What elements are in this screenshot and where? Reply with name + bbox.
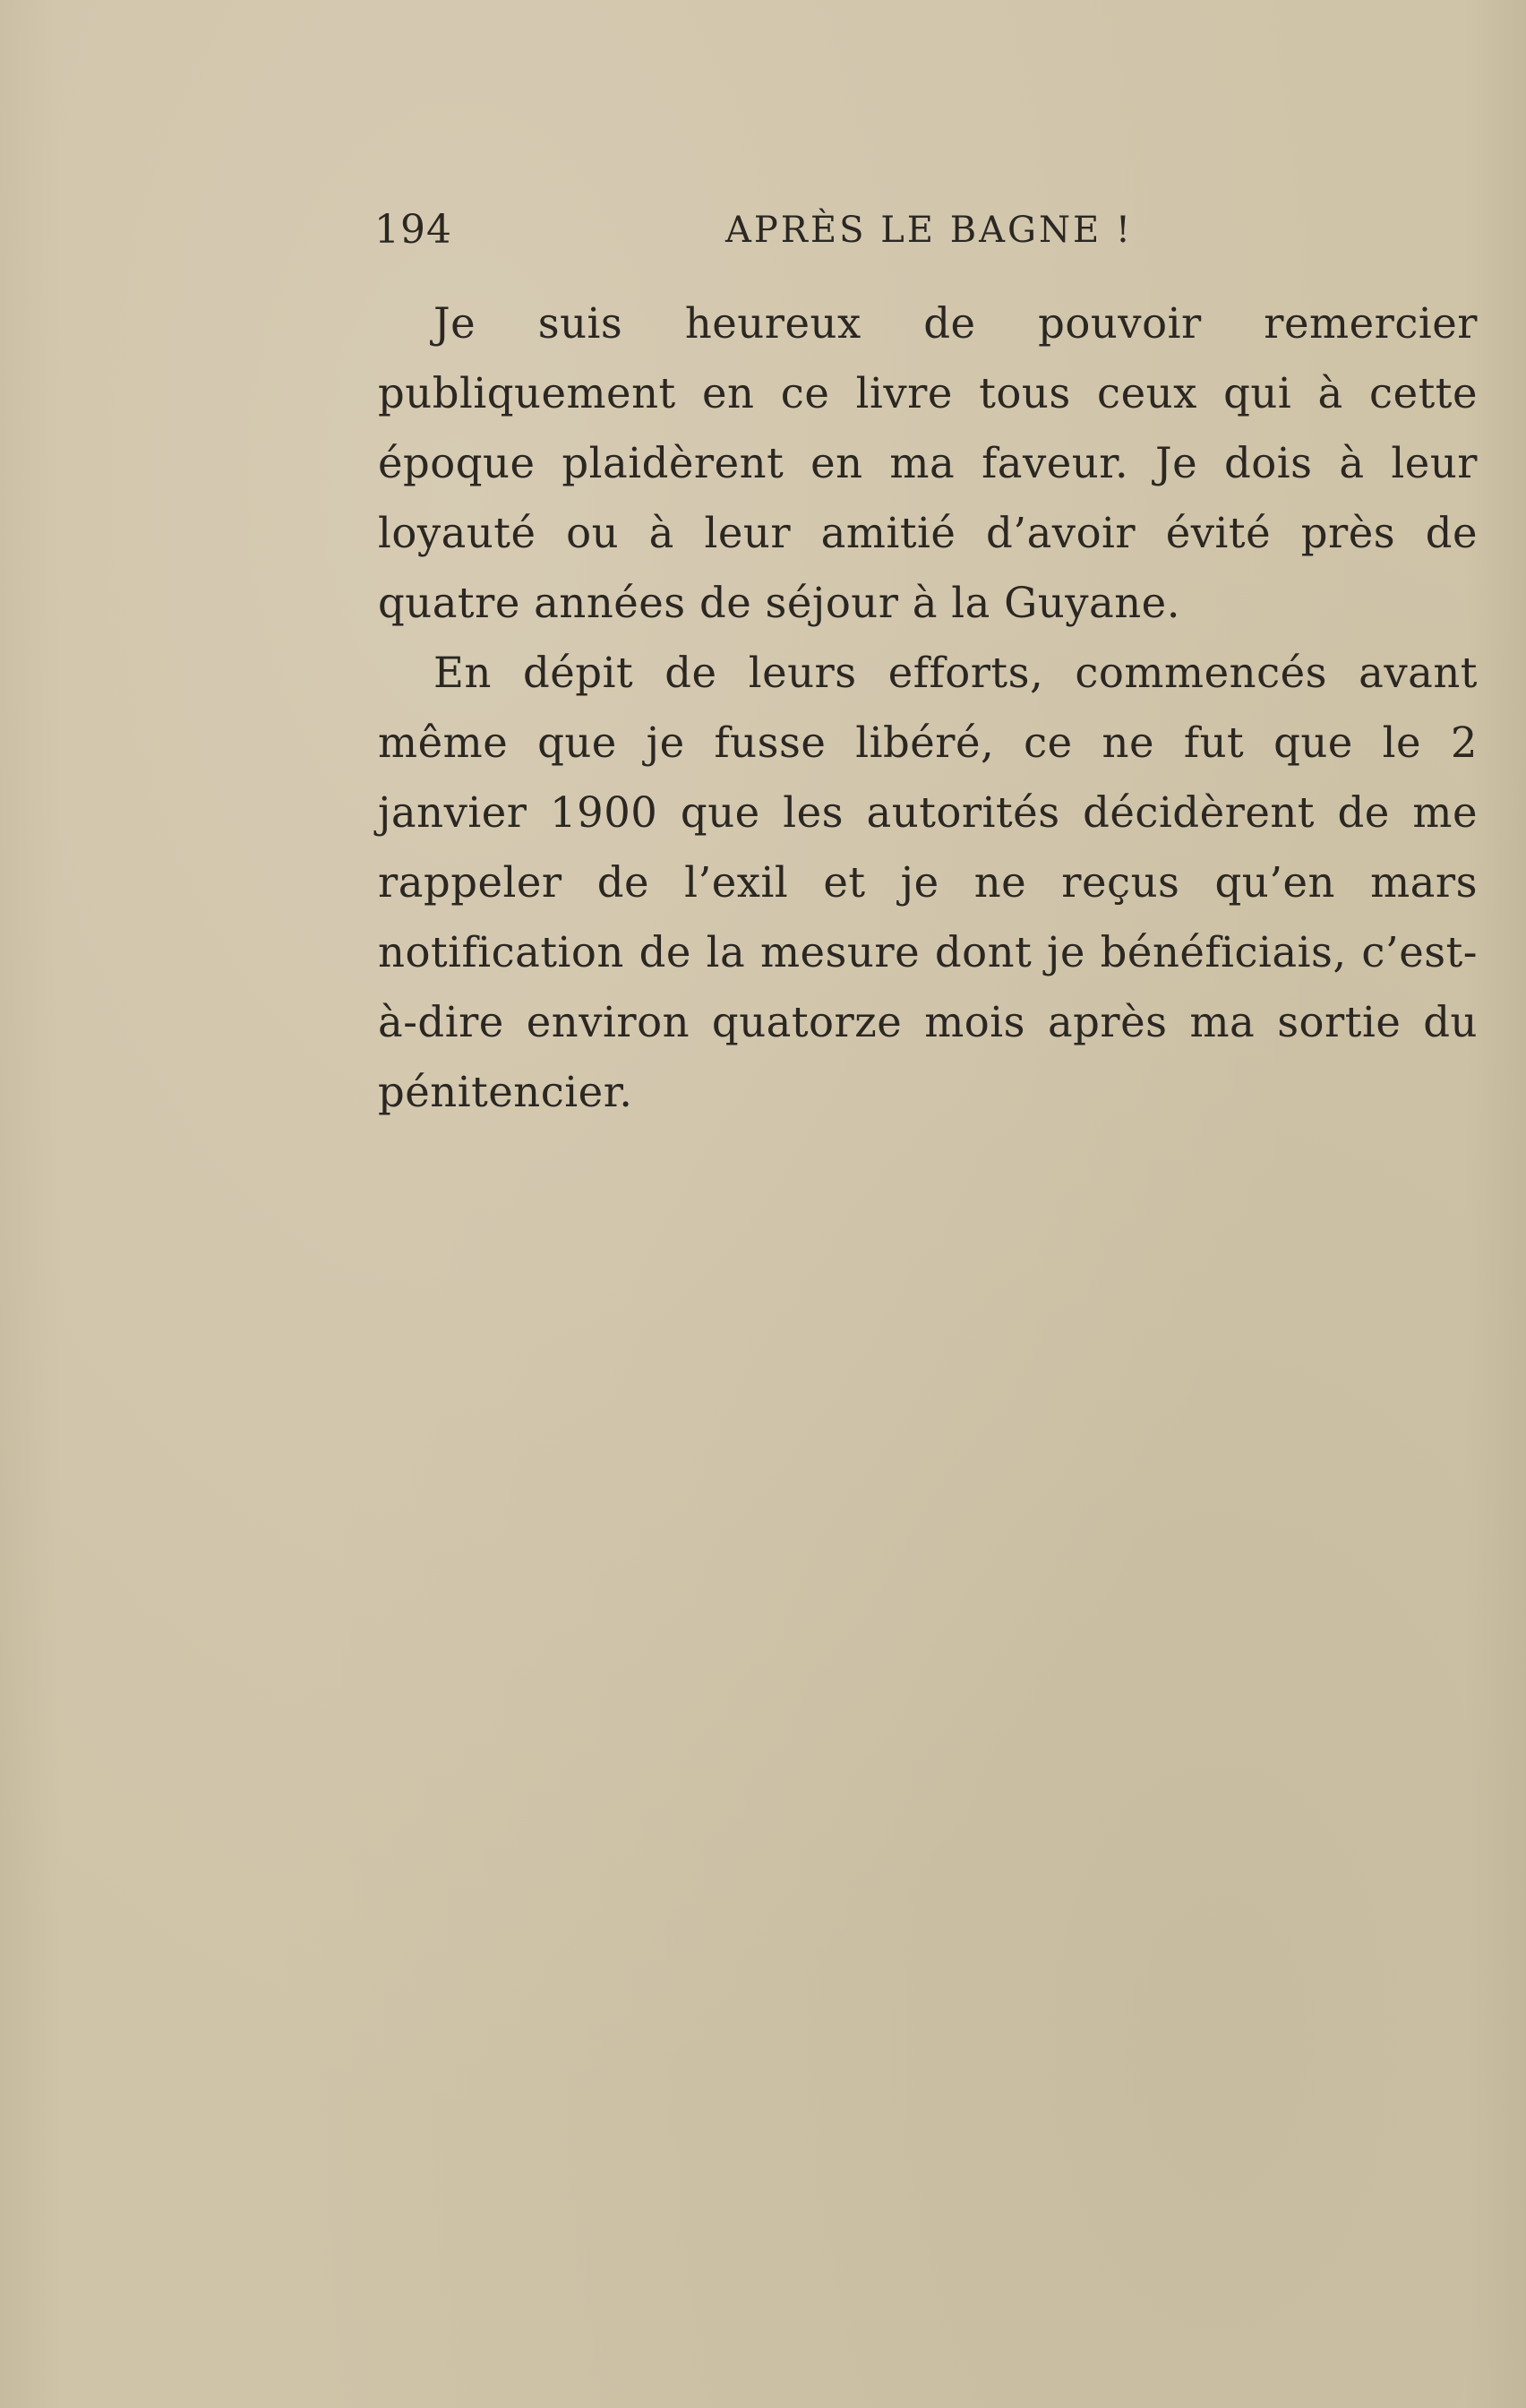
running-title: APRÈS LE BAGNE ! [725,210,1133,251]
body-text [378,288,1478,1127]
page-number: 194 [374,207,452,253]
paragraph-1: Je suis heureux de pouvoir remercier publiquement en ce livre tous ceux qui à cette époque plaidèrent en ma faveur. Je dois à leur loyauté ou à leur amitié d’avoir évité près de quatre années de séjour à la Guyane. [378,299,1478,627]
page-header [374,199,1496,262]
paragraph-2: En dépit de leurs efforts, commencés avant même que je fusse libéré, ce ne fut que le 2 janvier 1900 que les autorités décidèrent de me rappeler de l’exil et je ne reçus qu’en mars notification de la mesure dont je bénéficiais, c’est-à-dire environ quatorze mois après ma sortie du pénitencier. [378,649,1478,1116]
